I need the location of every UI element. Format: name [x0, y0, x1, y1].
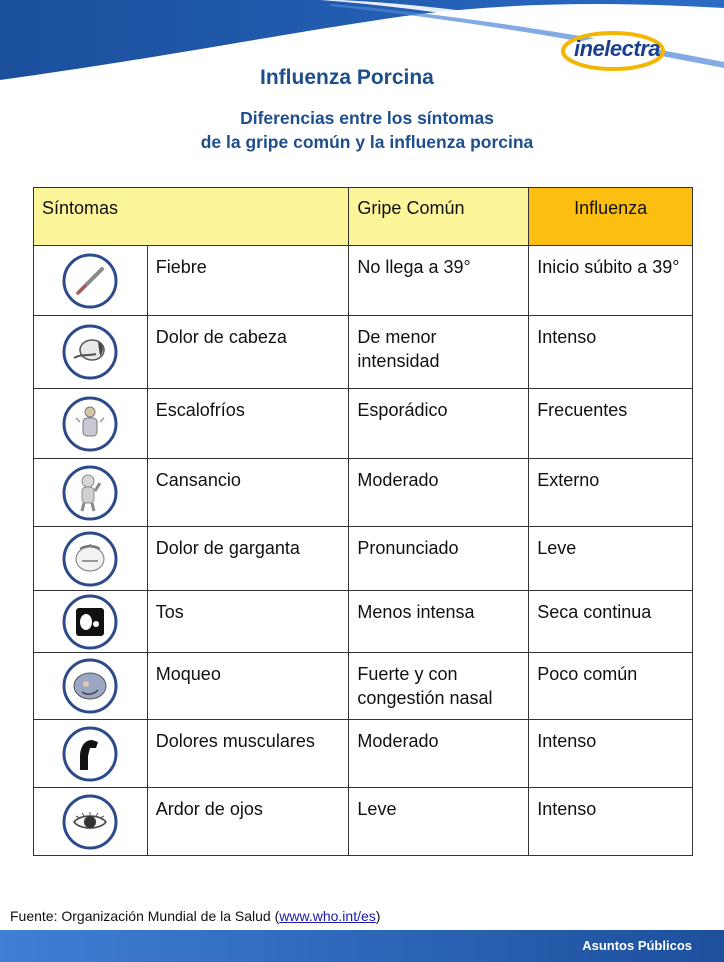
source-suffix: ): [375, 908, 381, 924]
source-link[interactable]: www.who.int/es: [279, 908, 376, 924]
influenza-cell: Frecuentes: [529, 389, 693, 459]
common-flu-cell: Moderado: [349, 459, 529, 527]
common-flu-cell: Leve: [349, 788, 529, 856]
table-row: [34, 316, 693, 389]
influenza-cell: Poco común: [529, 653, 693, 720]
common-flu-cell: Fuerte y con congestión nasal: [349, 653, 529, 720]
common-flu-cell: Moderado: [349, 720, 529, 788]
table-row: [34, 389, 693, 459]
symptom-cell: Dolor de cabeza: [147, 316, 349, 389]
common-flu-cell: No llega a 39°: [349, 246, 529, 316]
influenza-cell: Seca continua: [529, 591, 693, 653]
brand-label: Asuntos Públicos: [582, 938, 692, 953]
symptom-cell: Fiebre: [147, 246, 349, 316]
table-header-row: [34, 188, 693, 246]
symptom-cell: Dolores musculares: [147, 720, 349, 788]
common-flu-cell: Menos intensa: [349, 591, 529, 653]
runny-nose-icon: [62, 658, 118, 714]
common-flu-cell: Pronunciado: [349, 527, 529, 591]
page-subtitle: [140, 106, 594, 154]
common-flu-cell: Esporádico: [349, 389, 529, 459]
influenza-cell: Intenso: [529, 720, 693, 788]
table-row: [34, 591, 693, 653]
influenza-cell: Externo: [529, 459, 693, 527]
symptom-cell: Ardor de ojos: [147, 788, 349, 856]
table-row: [34, 788, 693, 856]
sore-throat-icon: [62, 531, 118, 587]
influenza-cell: Inicio súbito a 39°: [529, 246, 693, 316]
fatigue-icon: [62, 465, 118, 521]
table-row: [34, 720, 693, 788]
eye-burning-icon: [62, 794, 118, 850]
subtitle-line-2: de la gripe común y la influenza porcina: [200, 132, 534, 152]
symptom-cell: Dolor de garganta: [147, 527, 349, 591]
header-influenza: Influenza: [529, 188, 693, 246]
header-common-flu: Gripe Común: [349, 188, 529, 246]
logo-text: inelectra: [574, 36, 660, 61]
source-note: [10, 908, 380, 924]
influenza-cell: Intenso: [529, 316, 693, 389]
source-prefix: Fuente: Organización Mundial de la Salud (: [10, 908, 280, 924]
cough-icon: [62, 594, 118, 650]
muscle-pain-icon: [62, 726, 118, 782]
page-title: Influenza Porcina: [260, 66, 434, 89]
table-row: [34, 527, 693, 591]
thermometer-icon: [62, 253, 118, 309]
symptom-cell: Moqueo: [147, 653, 349, 720]
influenza-cell: Intenso: [529, 788, 693, 856]
table-row: [34, 653, 693, 720]
symptom-cell: Cansancio: [147, 459, 349, 527]
symptom-cell: Tos: [147, 591, 349, 653]
table-row: [34, 246, 693, 316]
chills-icon: [62, 396, 118, 452]
common-flu-cell: De menor intensidad: [349, 316, 529, 389]
influenza-cell: Leve: [529, 527, 693, 591]
table-row: [34, 459, 693, 527]
symptoms-table: [33, 187, 693, 856]
subtitle-line-1: Diferencias entre los síntomas: [240, 108, 494, 128]
header-symptoms: Síntomas: [34, 188, 349, 246]
headache-icon: [62, 324, 118, 380]
symptom-cell: Escalofríos: [147, 389, 349, 459]
